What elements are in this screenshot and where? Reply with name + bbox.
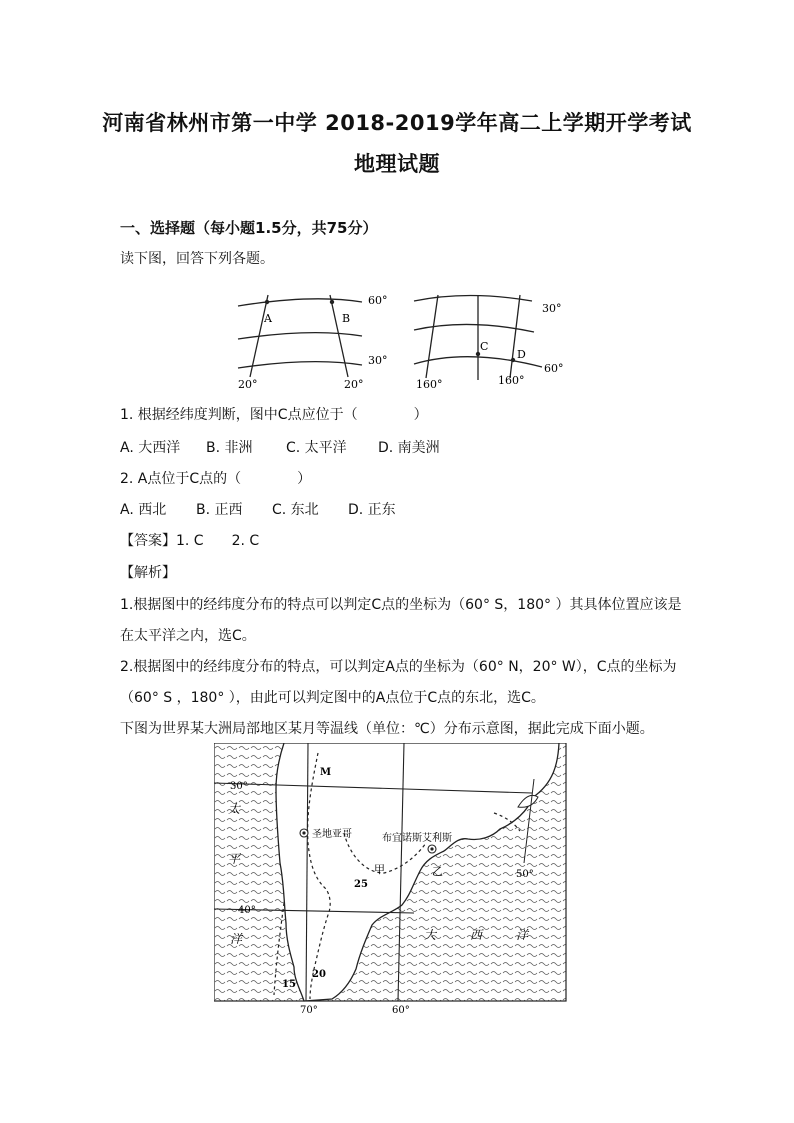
pacific-char-3: 洋	[230, 932, 243, 946]
q2-option-d: D. 正东	[348, 502, 396, 518]
q1-option-c: C. 太平洋	[286, 440, 347, 456]
lon60-label: 60°	[392, 1005, 410, 1015]
isotherm-15: 15	[282, 979, 296, 990]
atlantic-char-1: 大	[424, 928, 437, 942]
question-2-stem: 2. A点位于C点的（ ）	[120, 471, 312, 487]
label-jia: 甲	[374, 863, 385, 876]
q1-option-a: A. 大西洋	[120, 440, 181, 456]
q2-option-a: A. 西北	[120, 502, 167, 518]
analysis-1-line-2: 在太平洋之内，选C。	[120, 628, 256, 644]
analysis-1-line-1: 1.根据图中的经纬度分布的特点可以判定C点的坐标为（60° S，180° ）其具体位置应该是	[120, 597, 682, 613]
question-1-options	[120, 437, 440, 457]
city-santiago: 圣地亚哥	[312, 829, 352, 840]
lat-bottom-label: 60°	[544, 362, 564, 375]
m-label: M	[320, 767, 332, 778]
question-1-stem: 1. 根据经纬度判断，图中C点应位于（ ）	[120, 407, 428, 423]
answer-line: 【答案】1. C 2. C	[120, 533, 260, 549]
isotherm-20: 20	[312, 969, 326, 980]
pacific-char-1: 太	[228, 802, 241, 816]
lon70-label: 70°	[300, 1005, 318, 1015]
q2-option-c: C. 东北	[272, 502, 319, 518]
analysis-heading: 【解析】	[120, 565, 176, 581]
question-2-options	[120, 499, 396, 519]
point-b-label: B	[342, 312, 351, 325]
pacific-char-2: 平	[228, 852, 241, 866]
point-d-label: D	[517, 348, 526, 361]
q1-option-b: B. 非洲	[206, 440, 253, 456]
lat-top-label: 30°	[542, 302, 562, 315]
label-yi: 乙	[432, 865, 443, 878]
lat40-label: 40°	[238, 905, 256, 916]
analysis-2-line-2: （60° S ，180° ），由此可以判定图中的A点位于C点的东北，选C。	[120, 690, 545, 706]
point-c-label: C	[480, 340, 489, 353]
atlantic-char-3: 洋	[516, 928, 529, 942]
q2-option-b: B. 正西	[196, 502, 243, 518]
graticule-figure-2	[408, 292, 588, 394]
city-buenos-aires: 布宜诺斯艾利斯	[382, 833, 452, 844]
lat-bottom-label: 30°	[368, 354, 388, 367]
lon-right-label: 20°	[344, 378, 364, 391]
isotherm-map	[214, 743, 570, 1015]
isotherm-25: 25	[354, 879, 368, 890]
atlantic-char-2: 西	[470, 928, 483, 942]
lon50-label: 50°	[516, 869, 534, 880]
q1-option-d: D. 南美洲	[378, 440, 440, 456]
graticule-figure-1	[232, 292, 402, 394]
point-a-label: A	[264, 312, 272, 325]
analysis-2-line-1: 2.根据图中的经纬度分布的特点，可以判定A点的坐标为（60° N，20° W），C点的坐标为	[120, 659, 677, 675]
page-title-line1: 河南省林州市第一中学 2018-2019学年高二上学期开学考试	[102, 111, 692, 135]
lon-right-label: 160°	[498, 374, 525, 387]
page-title-line2: 地理试题	[354, 152, 440, 176]
lon-left-label: 160°	[416, 378, 443, 391]
section-heading: 一、选择题（每小题1.5分，共75分）	[120, 219, 378, 237]
lat-top-label: 60°	[368, 294, 388, 307]
intro-text-1: 读下图，回答下列各题。	[120, 251, 274, 267]
lat30-label: 30°	[230, 781, 248, 792]
lon-left-label: 20°	[238, 378, 258, 391]
intro-text-2: 下图为世界某大洲局部地区某月等温线（单位：℃）分布示意图，据此完成下面小题。	[120, 721, 654, 737]
